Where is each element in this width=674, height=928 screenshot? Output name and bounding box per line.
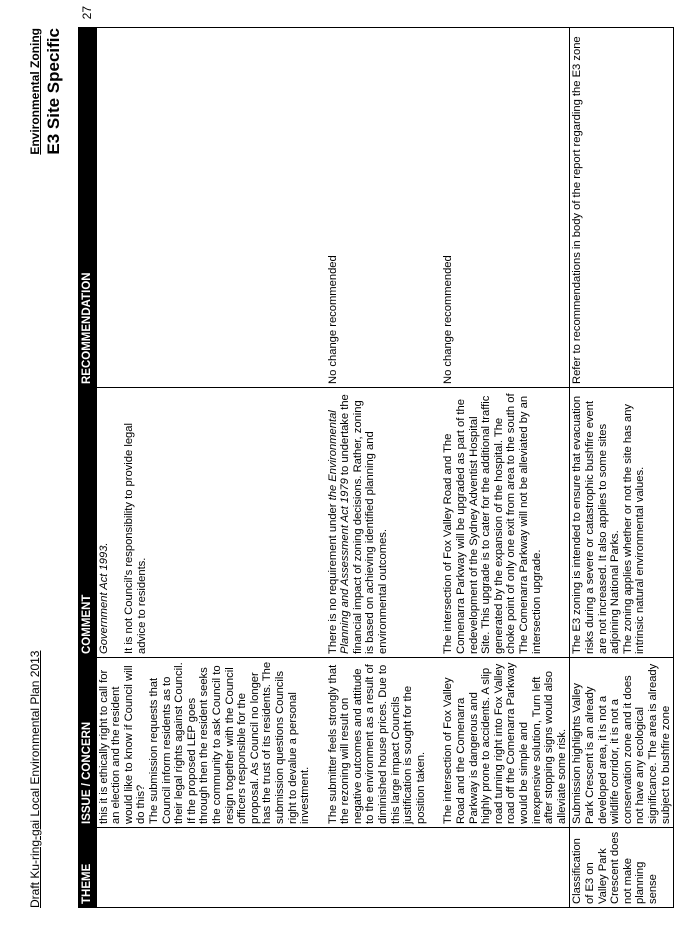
column-header-issue: ISSUE / CONCERN xyxy=(79,658,97,828)
theme-cell: Classification of E3 on Valley Park Crescent does not make planning sense xyxy=(570,828,674,908)
column-header-recommendation: RECOMMENDATION xyxy=(79,28,97,388)
column-header-comment: COMMENT xyxy=(79,388,97,658)
theme-cell xyxy=(428,828,569,908)
theme-cell xyxy=(96,828,313,908)
recommendation-cell: No change recommended xyxy=(428,28,569,388)
comment-text: to undertake the financial impact of zoning decisions. Rather, zoning is based on achieving identified planning and environmental outcomes. xyxy=(339,394,390,654)
subsection-title: E3 Site Specific xyxy=(44,28,63,155)
recommendation-cell: No change recommended xyxy=(313,28,429,388)
comment-cell: The intersection of Fox Valley Road and The Comenarra Parkway will be upgraded as part of the redevelopment of the Sydney Adventist Hospital Site. This upgrade is to cater for the additional traffic generated by the expansion of the hospital. The choke point of only one exit from area to the south of The Comenarra Parkway will not be alleviated by an intersection upgrade. xyxy=(428,388,569,658)
document-title: Draft Ku-ring-gai Local Environmental Plan 2013 xyxy=(28,650,42,908)
comment-cell: The E3 zoning is intended to ensure that evacuation risks during a severe or catastrophic bushfire event are not increased. It also applies to some sites adjoining National Parks. The zoning applies whether or not the site has any intrinsic natural environmental values. xyxy=(570,388,674,658)
section-header xyxy=(28,28,64,155)
issue-cell: Submission highlights Valley Park Crescent is an already developed area, it is not a wildlife corridor, it is not a conservation zone and it does not have any ecological significance. The area is already subject to bushfire zone xyxy=(570,658,674,828)
page-number: 27 xyxy=(80,6,94,20)
table-row xyxy=(428,28,569,908)
table-row xyxy=(570,28,674,908)
table-row xyxy=(96,28,313,908)
table-header-row xyxy=(79,28,97,908)
submissions-table xyxy=(78,27,674,908)
issue-cell: The submitter feels strongly that the rezoning will result on negative outcomes and attitude to the environment as a result of diminished house prices. Due to this large impact Councils justification is sought for the position taken. xyxy=(313,658,429,828)
comment-italic: the Environmental Planning and Assessment Act 1979 xyxy=(326,410,352,654)
issue-cell: The intersection of Fox Valley Road and the Comenarra Parkway is dangerous and highly prone to accidents. A slip road turning right into Fox Valley road off the Comenarra Parkway would be simple and inexpensive solution, Turn left after stopping signs would also alleviate some risk. xyxy=(428,658,569,828)
recommendation-cell xyxy=(96,28,313,388)
comment-cell xyxy=(313,388,429,658)
table-row xyxy=(313,28,429,908)
theme-cell xyxy=(313,828,429,908)
comment-cell xyxy=(96,388,313,658)
rotated-page xyxy=(28,6,672,908)
column-header-theme: THEME xyxy=(79,828,97,908)
comment-text-pre: There is no requirement under xyxy=(326,500,339,654)
comment-text: It is not Council's responsibility to provide legal advice to residents. xyxy=(123,423,148,654)
issue-cell: this it is ethically right to call for an election and the resident would like to know if Council will do this? The submission requests that Council inform residents as to their legal rights against Council. If the proposed LEP goes through then the resident seeks the community to ask Council to resign together with the Council officers responsible for the proposal. As Council no longer has the trust of its residents. The submission questions Councils right to devalue a personal investment. xyxy=(96,658,313,828)
recommendation-cell: Refer to recommendations in body of the report regarding the E3 zone xyxy=(570,28,674,388)
section-title: Environmental Zoning xyxy=(28,28,42,155)
comment-italic: Government Act 1993. xyxy=(97,542,110,654)
